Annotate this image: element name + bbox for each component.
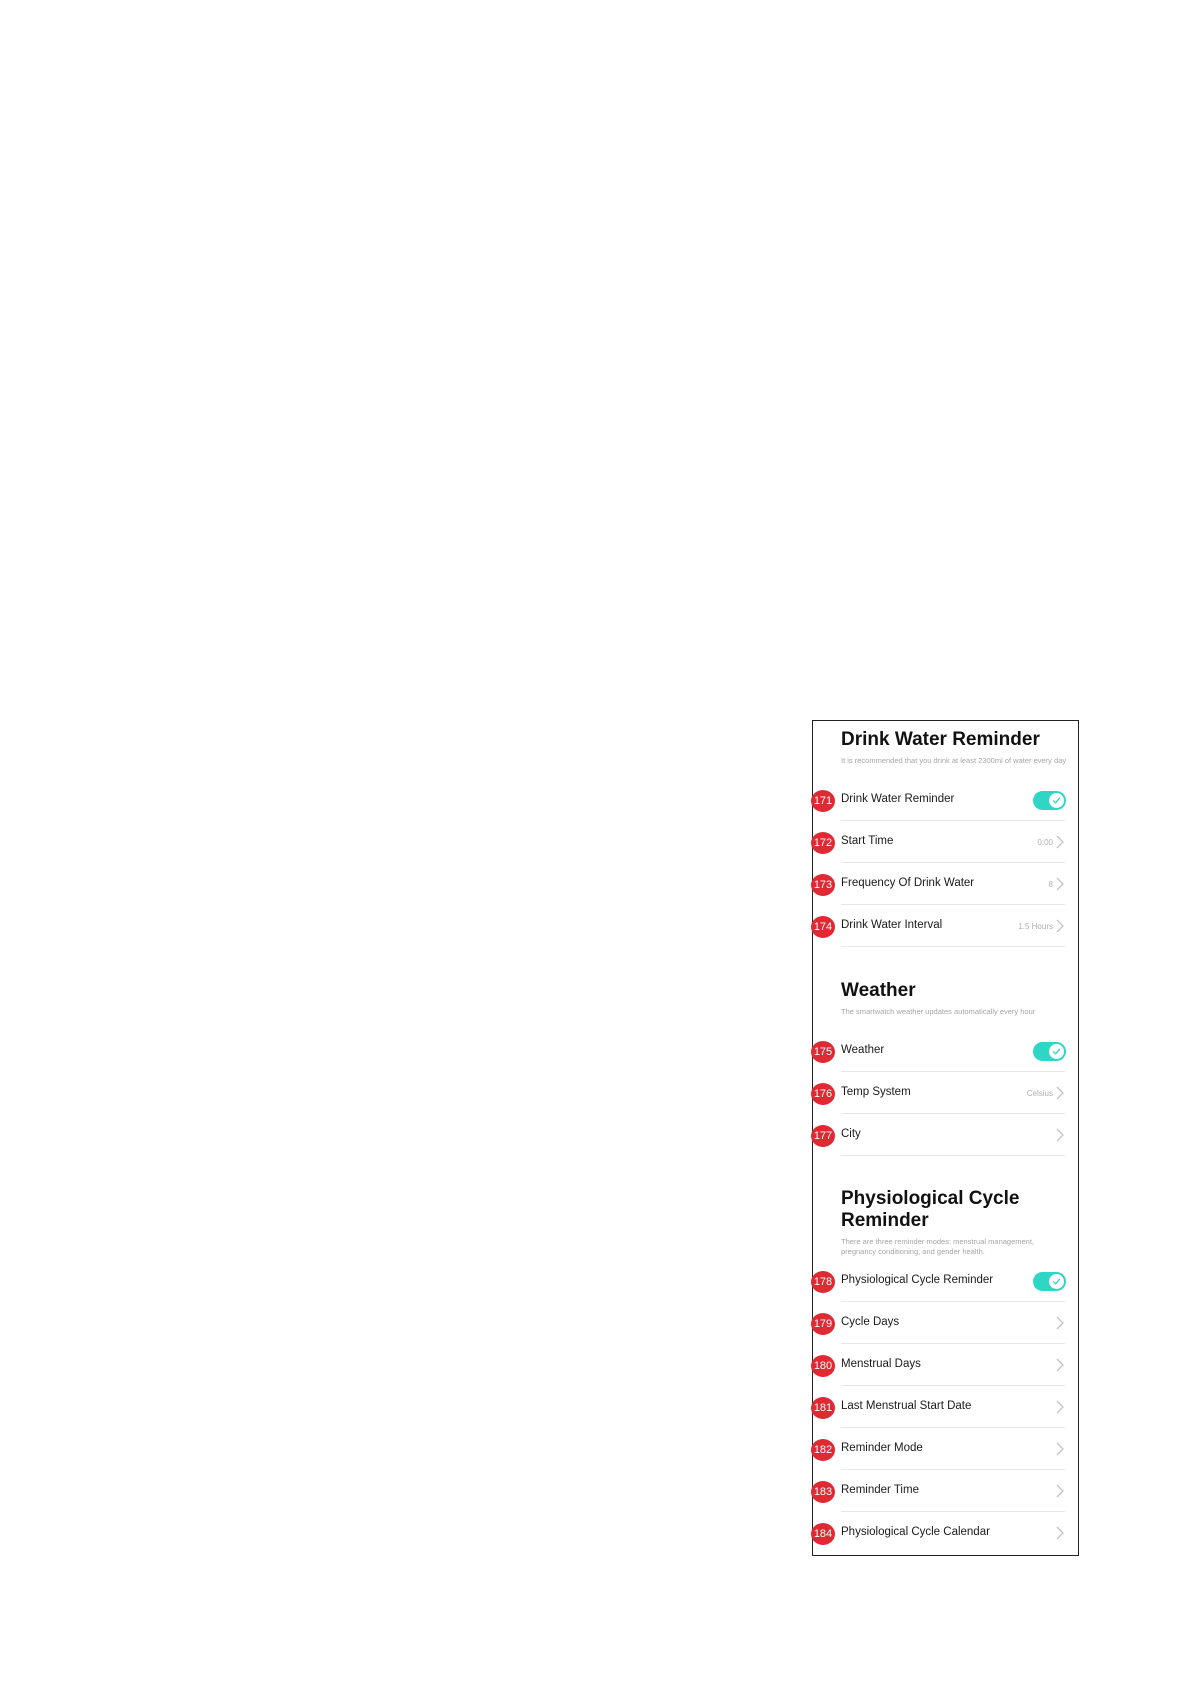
row-number-badge: 184 [811,1523,835,1545]
row-number-badge: 171 [811,790,835,812]
row-reminder-mode[interactable] [813,1428,1079,1470]
settings-panel [812,720,1079,1556]
chevron-right-icon [1054,834,1066,850]
toggle-knob [1049,1274,1064,1289]
row-label: Start Time [841,835,894,847]
row-label: Drink Water Reminder [841,793,955,805]
row-number-badge: 174 [811,916,835,938]
weather-toggle[interactable] [1033,1042,1066,1061]
row-number-badge: 183 [811,1481,835,1503]
row-reminder-time[interactable] [813,1470,1079,1512]
row-value: Celsius [1026,1089,1053,1098]
row-number-badge: 179 [811,1313,835,1335]
chevron-right-icon [1054,1085,1066,1101]
row-physiological-cycle-calendar[interactable] [813,1512,1079,1554]
row-cycle-days[interactable] [813,1302,1079,1344]
row-frequency-drink-water[interactable] [813,863,1079,905]
row-label: City [841,1128,861,1140]
row-label: Frequency Of Drink Water [841,877,975,889]
row-value: 0:00 [1037,838,1053,847]
row-divider [841,1155,1065,1156]
row-number-badge: 175 [811,1041,835,1063]
chevron-right-icon [1054,918,1066,934]
row-label: Temp System [841,1086,911,1098]
row-number-badge: 172 [811,832,835,854]
row-label: Cycle Days [841,1316,900,1328]
row-number-badge: 178 [811,1271,835,1293]
section-title-weather: Weather [841,980,916,1001]
row-label: Menstrual Days [841,1358,921,1370]
row-drink-water-interval[interactable] [813,905,1079,947]
row-number-badge: 180 [811,1355,835,1377]
section-subtitle-drink-water: It is recommended that you drink at least 2300ml of water every day [841,756,1067,765]
row-temp-system[interactable] [813,1072,1079,1114]
row-value: 8 [1048,880,1053,889]
row-label: Physiological Cycle Reminder [841,1274,994,1286]
row-weather[interactable] [813,1030,1079,1072]
row-drink-water-reminder[interactable] [813,779,1079,821]
row-label: Weather [841,1044,885,1056]
row-number-badge: 182 [811,1439,835,1461]
chevron-right-icon [1054,1127,1066,1143]
row-last-menstrual-start-date[interactable] [813,1386,1079,1428]
row-number-badge: 173 [811,874,835,896]
chevron-right-icon [1054,1483,1066,1499]
drink-water-toggle[interactable] [1033,791,1066,810]
section-title-drink-water: Drink Water Reminder [841,729,1040,750]
row-label: Reminder Mode [841,1442,923,1454]
row-label: Reminder Time [841,1484,919,1496]
row-physiological-cycle-reminder[interactable] [813,1260,1079,1302]
chevron-right-icon [1054,1357,1066,1373]
row-city[interactable] [813,1114,1079,1156]
row-label: Physiological Cycle Calendar [841,1526,990,1538]
row-label: Drink Water Interval [841,919,943,931]
chevron-right-icon [1054,1315,1066,1331]
section-title-physiological-cycle: Physiological Cycle Reminder [841,1188,1020,1231]
chevron-right-icon [1054,1441,1066,1457]
physiological-cycle-toggle[interactable] [1033,1272,1066,1291]
row-label: Last Menstrual Start Date [841,1400,972,1412]
check-icon [1052,1277,1061,1286]
row-value: 1.5 Hours [1018,922,1053,931]
check-icon [1052,1047,1061,1056]
toggle-knob [1049,793,1064,808]
chevron-right-icon [1054,876,1066,892]
section-subtitle-weather: The smartwatch weather updates automatically every hour [841,1007,1036,1016]
toggle-knob [1049,1044,1064,1059]
row-menstrual-days[interactable] [813,1344,1079,1386]
check-icon [1052,796,1061,805]
row-number-badge: 176 [811,1083,835,1105]
section-subtitle-physiological-cycle: There are three reminder modes: menstrual management, pregnancy conditioning, and gender health. [841,1237,1035,1256]
row-number-badge: 177 [811,1125,835,1147]
row-start-time[interactable] [813,821,1079,863]
row-divider [841,946,1065,947]
row-number-badge: 181 [811,1397,835,1419]
chevron-right-icon [1054,1399,1066,1415]
chevron-right-icon [1054,1525,1066,1541]
